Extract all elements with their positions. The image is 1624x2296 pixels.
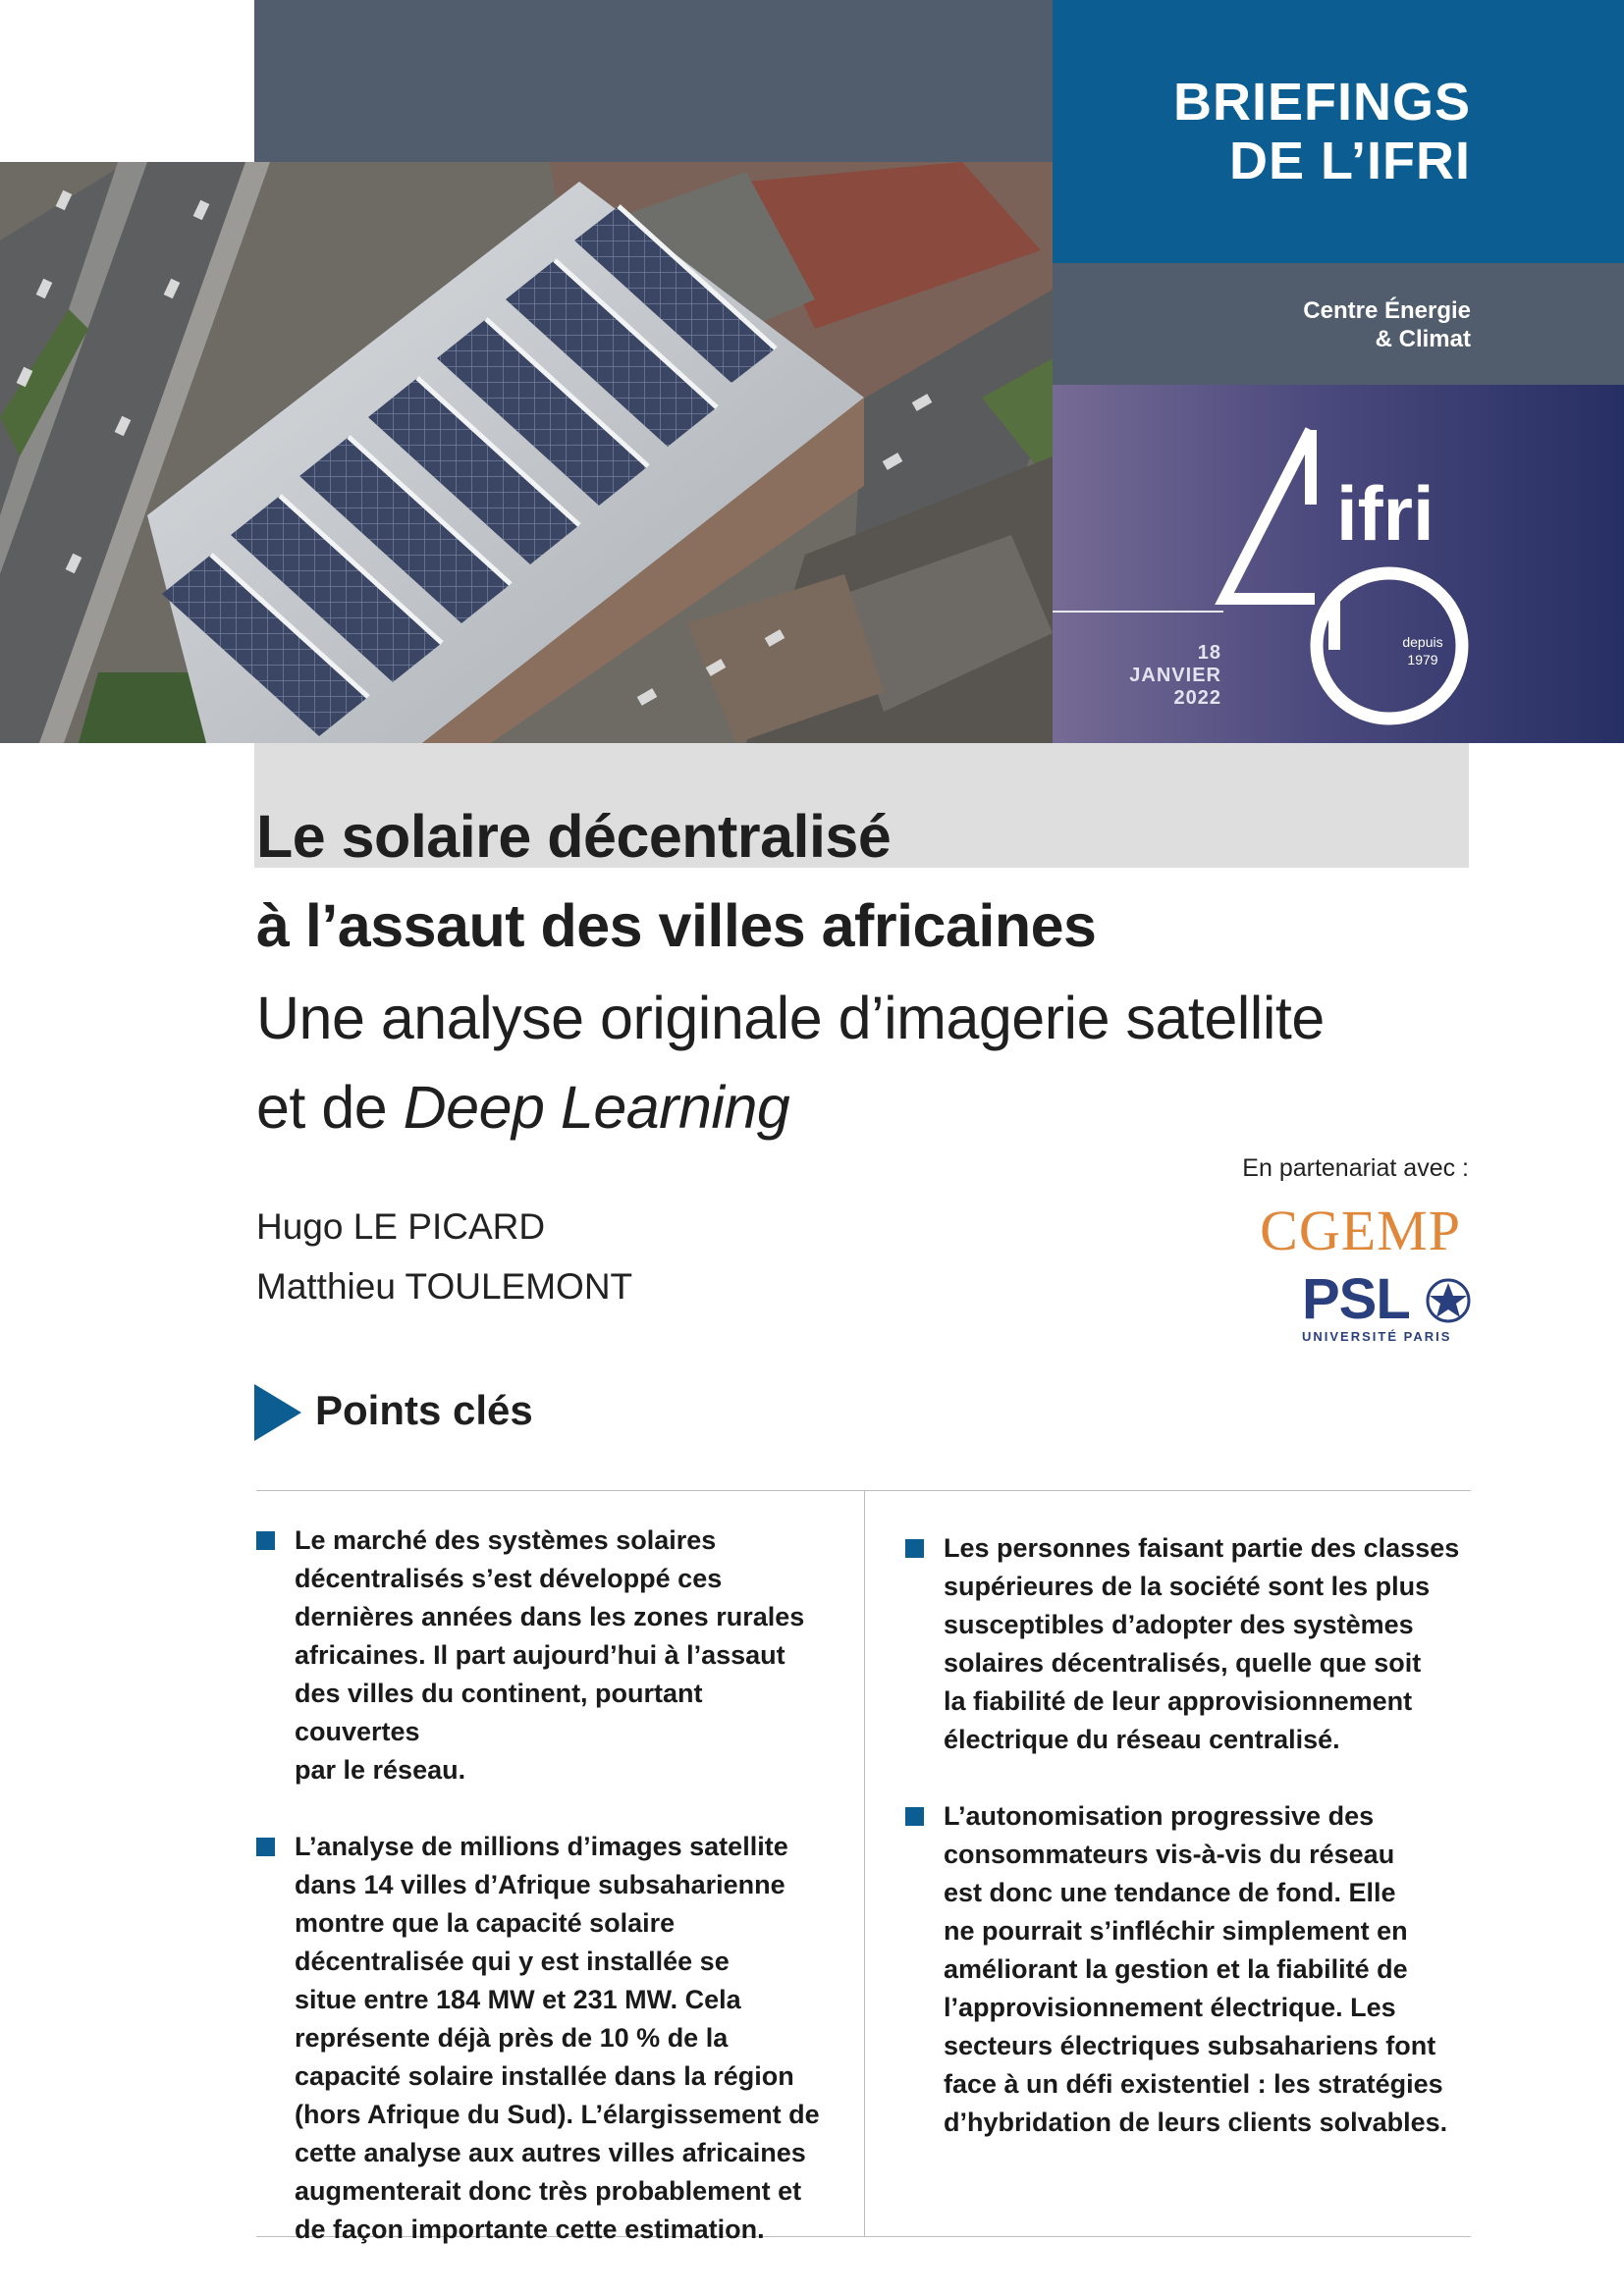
- bullet-square-icon: [905, 1539, 924, 1558]
- date-text: [1129, 642, 1221, 710]
- author-name: Matthieu TOULEMONT: [256, 1266, 633, 1307]
- author-name: Hugo LE PICARD: [256, 1206, 546, 1247]
- bullet-square-icon: [256, 1531, 275, 1550]
- key-point: [905, 1797, 1475, 2142]
- psl-logo: [1302, 1267, 1452, 1344]
- centre-label-line2: & Climat: [1375, 326, 1471, 352]
- ifri-40-logo: [1215, 414, 1548, 738]
- bullet-square-icon: [905, 1807, 924, 1826]
- title-line2: à l’assaut des villes africaines: [256, 892, 1097, 959]
- logo-four-diagonal: [1224, 430, 1315, 599]
- logo-wordmark: ifri: [1336, 470, 1435, 557]
- centre-banner: [1053, 263, 1624, 385]
- key-point: [905, 1529, 1475, 1759]
- date-year: 2022: [1173, 687, 1221, 709]
- cgemp-logo: CGEMP: [1260, 1199, 1461, 1262]
- subtitle-line2-prefix: et de: [256, 1074, 404, 1141]
- centre-label: [1303, 296, 1471, 353]
- psl-subtitle: UNIVERSITÉ PARIS: [1302, 1329, 1452, 1344]
- bullet-square-icon: [256, 1838, 275, 1856]
- key-point: [256, 1828, 826, 2249]
- series-title-line1: BRIEFINGS: [1172, 73, 1471, 132]
- cover-photo: [0, 162, 1053, 743]
- subtitle-line2: [256, 1063, 1325, 1152]
- play-arrow-icon: [254, 1384, 303, 1441]
- date-month: JANVIER: [1129, 665, 1221, 686]
- key-point-text: L’analyse de millions d’images satellite dans 14 villes d’Afrique subsaharienne montre que la capacité solaire décentralisée qui y est installée se situe entre 184 MW et 231 MW. Cela représente déjà près de 10 % de la capacité solaire installée dans la région (hors Afrique du Sud). L’élargissement de cette analyse aux autres villes africaines augmenterait donc très probablement et de façon importante cette estimation.: [295, 1832, 820, 2244]
- subtitle-line1: Une analyse originale d’imagerie satellite: [256, 985, 1325, 1051]
- series-title-line2: DE L’IFRI: [1228, 132, 1471, 190]
- publication-date: [1053, 385, 1223, 743]
- logo-since-label: depuis: [1402, 634, 1443, 650]
- date-day: 18: [1197, 642, 1221, 664]
- key-points-right-column: [905, 1529, 1475, 2180]
- date-divider: [1053, 611, 1223, 613]
- psl-star-icon: [1424, 1276, 1473, 1325]
- psl-wordmark: PSL: [1302, 1267, 1410, 1331]
- anniversary-banner: [1053, 385, 1624, 743]
- key-points-left-column: [256, 1522, 826, 2287]
- key-point-text: Les personnes faisant partie des classes supérieures de la société sont les plus susceptibles d’adopter des systèmes solaires décentralisés, quelle que soit la fiabilité de leur approvisionnement électrique du réseau centralisé.: [944, 1533, 1460, 1754]
- centre-label-line1: Centre Énergie: [1303, 297, 1471, 324]
- column-divider: [864, 1490, 865, 2236]
- document-subtitle: [256, 974, 1325, 1152]
- key-point-text: L’autonomisation progressive des consommateurs vis-à-vis du réseau est donc une tendance de fond. Elle ne pourrait s’infléchir simplement en améliorant la gestion et la fiabilité de l’approvisionnement électrique. Les secteurs électriques subsahariens font face à un défi existentiel : les stratégies d’hybridation de leurs clients solvables.: [944, 1801, 1448, 2137]
- key-point: [256, 1522, 826, 1789]
- title-line1: Le solaire décentralisé: [256, 803, 892, 870]
- subtitle-line2-italic: Deep Learning: [403, 1074, 790, 1141]
- logo-since-year: 1979: [1407, 652, 1438, 667]
- series-banner: [1053, 0, 1624, 263]
- key-points-heading: Points clés: [315, 1387, 533, 1433]
- document-title: [256, 792, 1096, 971]
- series-title: [1173, 73, 1471, 190]
- key-point-text: Le marché des systèmes solaires décentralisés s’est développé ces dernières années dans les zones rurales africaines. Il part aujourd’hui à l’assaut des villes du continent, pourtant couvertes par le réseau.: [295, 1525, 805, 1785]
- aerial-rooftop-solar-image: [0, 162, 1053, 743]
- header-band: [254, 0, 1053, 162]
- partnership-label: En partenariat avec :: [1242, 1154, 1469, 1182]
